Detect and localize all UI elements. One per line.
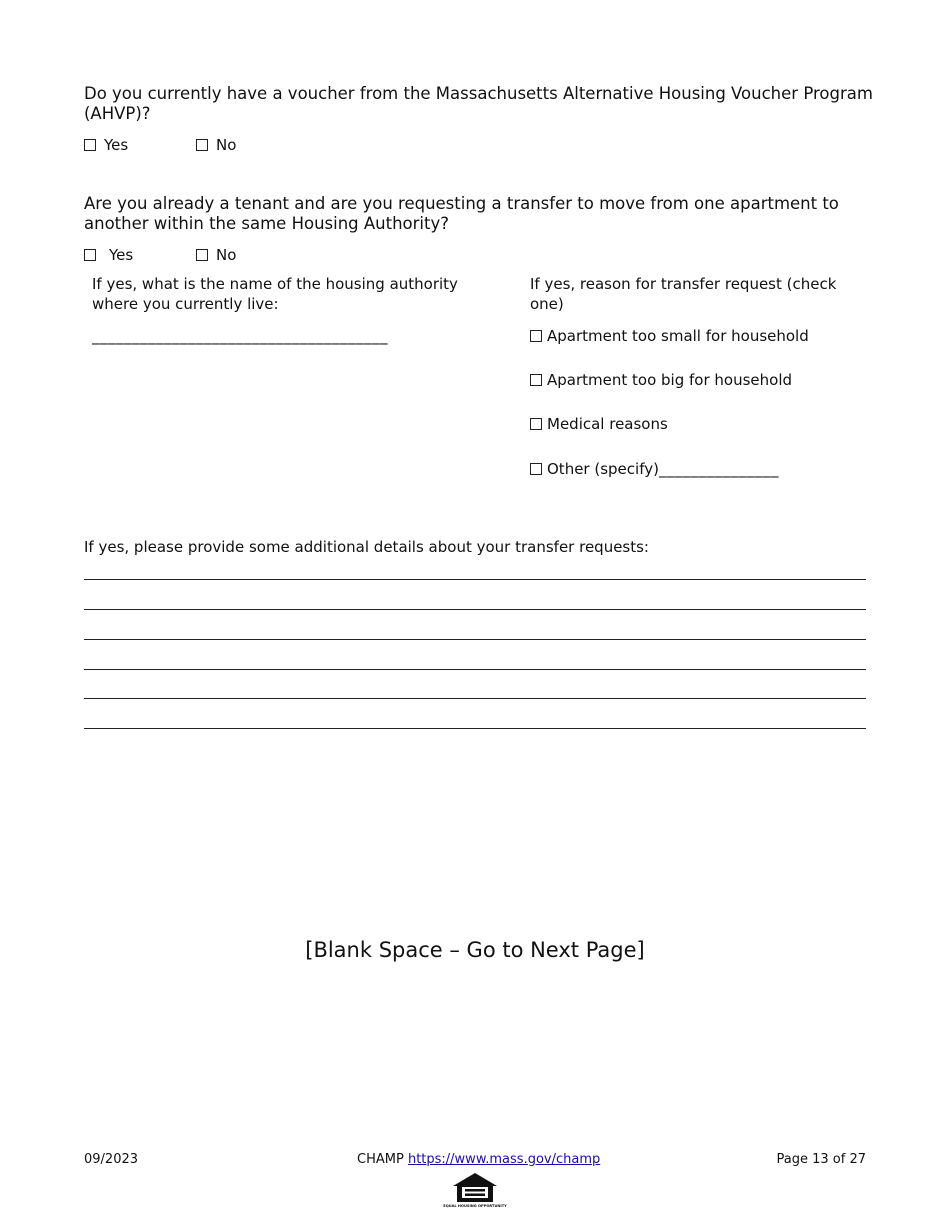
checkbox-icon[interactable] [530,463,542,475]
ahvp-no-option[interactable] [196,135,236,155]
option-label: Yes [109,246,134,264]
reason-label-text: Other (specify) [547,460,659,478]
footer-program [357,1152,600,1168]
reason-label-text: Apartment too small for household [547,327,809,345]
checkbox-icon[interactable] [196,139,208,151]
details-line[interactable] [84,609,866,610]
details-line[interactable] [84,698,866,699]
reason-label-text: Medical reasons [547,415,668,433]
question-ahvp: Do you currently have a voucher from the Massachusetts Alternative Housing Voucher Program (AHVP)? [84,84,873,123]
reason-too-small[interactable] [530,326,809,346]
authority-label: If yes, what is the name of the housing authority where you currently live: [92,275,458,313]
reason-too-big[interactable] [530,370,792,390]
checkbox-icon[interactable] [84,139,96,151]
champ-link[interactable]: https://www.mass.gov/champ [407,1152,601,1167]
checkbox-icon[interactable] [530,374,542,386]
checkbox-icon[interactable] [530,330,542,342]
footer-date: 09/2023 [84,1152,139,1167]
option-label: No [216,246,237,264]
program-name: CHAMP [357,1152,404,1167]
blank-space-notice: [Blank Space – Go to Next Page] [305,938,645,962]
equal-housing-logo [443,1172,507,1212]
ahvp-yes-option[interactable] [84,135,128,155]
option-label: No [216,136,237,154]
transfer-yes-option[interactable] [84,245,133,265]
house-icon [443,1172,507,1212]
transfer-no-option[interactable] [196,245,236,265]
details-label: If yes, please provide some additional details about your transfer requests: [84,538,649,556]
details-line[interactable] [84,669,866,670]
option-label: Yes [104,136,129,154]
logo-text: EQUAL HOUSING OPPORTUNITY [443,1204,507,1208]
reason-label: If yes, reason for transfer request (check one) [530,275,837,313]
details-line[interactable] [84,728,866,729]
checkbox-icon[interactable] [196,249,208,261]
details-line[interactable] [84,579,866,580]
authority-name-field[interactable]: _____________________________________ [92,327,388,345]
reason-medical[interactable] [530,414,668,434]
checkbox-icon[interactable] [84,249,96,261]
checkbox-icon[interactable] [530,418,542,430]
reason-other[interactable] [530,459,779,479]
reason-label-text: Apartment too big for household [547,371,793,389]
other-specify-field[interactable]: _______________ [658,460,779,478]
details-line[interactable] [84,639,866,640]
footer-page-number: Page 13 of 27 [776,1152,866,1167]
question-transfer: Are you already a tenant and are you requesting a transfer to move from one apartment to another within the same Housing Authority? [84,194,839,233]
